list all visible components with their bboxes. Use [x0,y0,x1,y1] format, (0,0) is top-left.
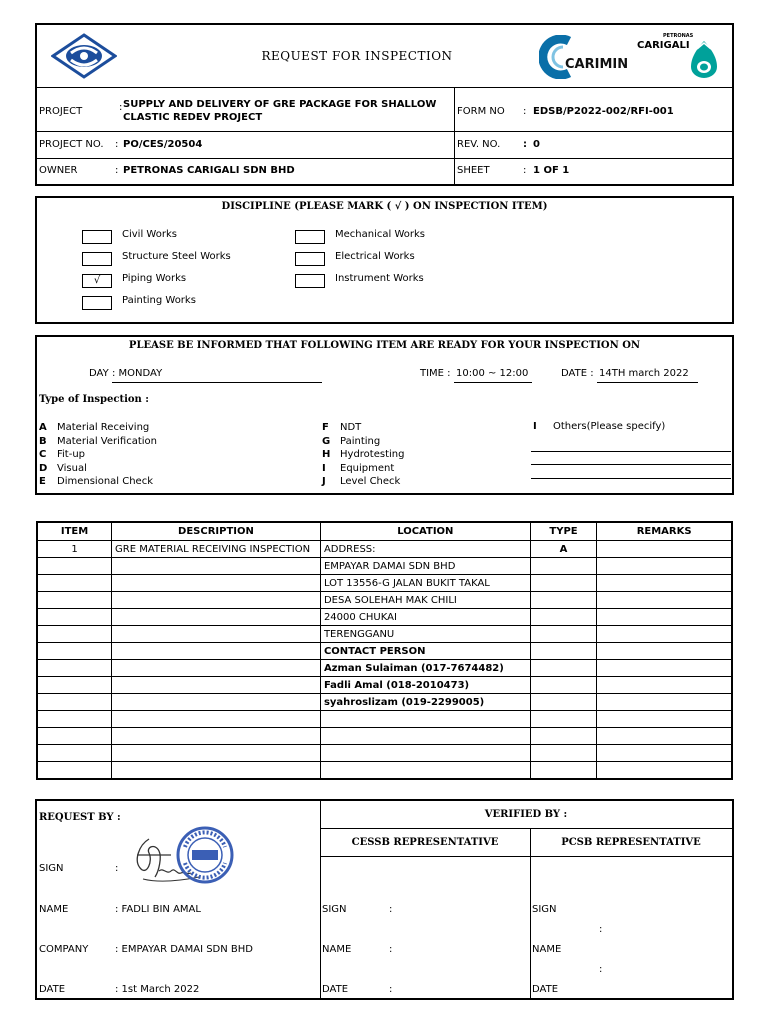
type-cell[interactable] [530,558,597,575]
type-cell[interactable] [530,694,597,711]
type-item-b: B Material Verification [39,435,157,447]
piping-works-checkbox[interactable]: √ [82,274,112,288]
civil-works-label: Civil Works [122,229,177,240]
item-cell[interactable] [37,592,112,609]
request-by-label: REQUEST BY : [39,812,121,823]
table-row [37,728,732,745]
owner-value: PETRONAS CARIGALI SDN BHD [123,165,295,176]
item-cell[interactable] [37,711,112,728]
description-cell[interactable] [112,728,321,745]
description-cell[interactable] [112,575,321,592]
cessb-date-label: DATE [322,984,349,995]
cessb-representative-header: CESSB REPRESENTATIVE [351,837,499,848]
type-cell[interactable]: A [530,541,597,558]
table-row [37,541,732,558]
description-cell[interactable] [112,745,321,762]
type-of-inspection-title: Type of Inspection : [39,394,149,405]
electrical-works-label: Electrical Works [335,251,415,262]
inspection-items-table [36,521,733,780]
colon: : [389,944,393,955]
location-cell[interactable]: CONTACT PERSON [320,643,530,660]
type-column-header: TYPE [530,522,597,541]
type-item-d: D Visual [39,462,87,474]
table-row [37,694,732,711]
date-label: DATE : [561,368,594,379]
painting-works-checkbox[interactable] [82,296,112,310]
others-line[interactable] [531,464,731,465]
type-item-h: H Hydrotesting [322,449,405,460]
form-no-value: EDSB/P2022-002/RFI-001 [533,106,674,117]
description-cell[interactable] [112,677,321,694]
location-cell[interactable]: EMPAYAR DAMAI SDN BHD [320,558,530,575]
project-no-value: PO/CES/20504 [123,139,203,150]
description-cell[interactable] [112,626,321,643]
request-sign-label: SIGN [39,863,64,874]
table-row [37,643,732,660]
colon: : [523,106,527,117]
location-cell[interactable] [320,711,530,728]
schedule-box [35,335,734,495]
request-date-label: DATE [39,984,66,995]
item-cell[interactable] [37,609,112,626]
location-cell[interactable]: syahroslizam (019-2299005) [320,694,530,711]
table-row [37,745,732,762]
table-row [37,575,732,592]
pcsb-representative-header: PCSB REPRESENTATIVE [561,837,701,848]
type-item-e: E Dimensional Check [39,476,154,487]
owner-label: OWNER [39,165,78,176]
type-cell[interactable] [530,575,597,592]
item-cell[interactable] [37,626,112,643]
carimin-logo [539,35,629,79]
type-cell[interactable] [530,592,597,609]
sheet-label: SHEET [457,165,490,176]
colon: : [389,984,393,995]
type-cell[interactable] [530,643,597,660]
item-cell[interactable] [37,728,112,745]
pcsb-date-label: DATE [532,984,559,995]
item-cell[interactable] [37,745,112,762]
project-no-label: PROJECT NO. [39,139,104,150]
item-cell[interactable] [37,762,112,780]
discipline-box [35,196,734,324]
description-cell[interactable] [112,660,321,677]
painting-works-label: Painting Works [122,295,196,306]
project-value-line1: SUPPLY AND DELIVERY OF GRE PACKAGE FOR SHALLOW [123,99,437,110]
description-cell[interactable] [112,558,321,575]
remarks-cell[interactable] [597,575,732,592]
electrical-works-checkbox[interactable] [295,252,325,266]
location-column-header: LOCATION [320,522,530,541]
description-cell[interactable] [112,592,321,609]
sheet-value: 1 OF 1 [533,165,570,176]
rev-no-label: REV. NO. [457,139,501,150]
pcsb-sign-label: SIGN [532,904,557,915]
colon: : [115,165,119,176]
location-cell[interactable]: TERENGGANU [320,626,530,643]
remarks-cell[interactable] [597,592,732,609]
type-cell[interactable] [530,745,597,762]
project-label: PROJECT [39,106,83,117]
table-row [37,762,732,780]
remarks-cell[interactable] [597,677,732,694]
instrument-works-label: Instrument Works [335,273,424,284]
remarks-cell[interactable] [597,694,732,711]
remarks-cell[interactable] [597,745,732,762]
remarks-cell[interactable] [597,541,732,558]
header-box [35,23,734,186]
table-row [37,592,732,609]
item-cell[interactable] [37,575,112,592]
location-cell[interactable]: DESA SOLEHAH MAK CHILI [320,592,530,609]
mechanical-works-label: Mechanical Works [335,229,425,240]
petronas-small-text: PETRONAS [663,33,694,39]
time-value: 10:00 ~ 12:00 [456,368,529,379]
mechanical-works-checkbox[interactable] [295,230,325,244]
location-cell[interactable] [320,745,530,762]
remarks-cell[interactable] [597,762,732,780]
pcsb-name-label: NAME [532,944,562,955]
structure-steel-works-checkbox[interactable] [82,252,112,266]
item-cell[interactable] [37,694,112,711]
company-logo-icon [51,33,117,79]
type-item-i: I Equipment [322,462,395,474]
table-row [37,677,732,694]
instrument-works-checkbox[interactable] [295,274,325,288]
form-no-label: FORM NO [457,106,505,117]
description-column-header: DESCRIPTION [112,522,321,541]
remarks-cell[interactable] [597,609,732,626]
table-header-row [37,522,732,541]
carigali-text: CARIGALI [637,40,690,51]
request-company-value: : EMPAYAR DAMAI SDN BHD [115,944,253,955]
location-cell[interactable]: 24000 CHUKAI [320,609,530,626]
location-cell[interactable]: Fadli Amal (018-2010473) [320,677,530,694]
type-item-others: I Others(Please specify) [533,421,666,432]
type-list-col2 [322,421,404,489]
remarks-column-header: REMARKS [597,522,732,541]
request-name-value: : FADLI BIN AMAL [115,904,201,915]
description-cell[interactable] [112,711,321,728]
colon: : [115,139,119,150]
description-cell[interactable]: GRE MATERIAL RECEIVING INSPECTION [112,541,321,558]
location-cell[interactable] [320,762,530,780]
cessb-name-label: NAME [322,944,352,955]
type-item-f: F NDT [322,422,362,433]
others-line[interactable] [531,451,731,452]
type-item-j: J Level Check [322,476,401,487]
remarks-cell[interactable] [597,660,732,677]
remarks-cell[interactable] [597,728,732,745]
day-label: DAY [89,368,109,379]
page-title: REQUEST FOR INSPECTION [261,49,453,63]
remarks-cell[interactable] [597,626,732,643]
item-cell[interactable] [37,677,112,694]
others-line[interactable] [531,478,731,479]
piping-works-label: Piping Works [122,273,187,284]
remarks-cell[interactable] [597,558,732,575]
type-item-a: A Material Receiving [39,422,150,433]
item-cell[interactable] [37,558,112,575]
description-cell[interactable] [112,694,321,711]
colon: : [115,863,119,874]
colon: : [523,165,527,176]
table-row [37,558,732,575]
petronas-carigali-logo [633,29,733,83]
type-cell[interactable] [530,762,597,780]
remarks-cell[interactable] [597,643,732,660]
description-cell[interactable] [112,643,321,660]
type-cell[interactable] [530,626,597,643]
colon: : [599,964,603,975]
type-cell[interactable] [530,728,597,745]
colon: : [119,102,123,113]
date-value: 14TH march 2022 [599,368,689,379]
carimin-logo-text: CARIMIN [565,57,629,72]
table-row [37,660,732,677]
location-cell[interactable]: LOT 13556-G JALAN BUKIT TAKAL [320,575,530,592]
project-value-line2: CLASTIC REDEV PROJECT [123,112,263,123]
colon: : [599,924,603,935]
type-item-g: G Painting [322,435,381,447]
colon: : [523,139,527,150]
signoff-box [35,799,734,1000]
type-item-c: C Fit-up [39,449,86,460]
request-company-label: COMPANY [39,944,89,955]
table-row [37,711,732,728]
petronas-emblem-icon [687,39,721,79]
type-cell[interactable] [530,677,597,694]
item-cell[interactable]: 1 [37,541,112,558]
table-row [37,609,732,626]
request-date-value: : 1st March 2022 [115,984,200,995]
location-cell[interactable] [320,728,530,745]
day-value: : MONDAY [112,368,163,379]
description-cell[interactable] [112,762,321,780]
location-cell[interactable]: ADDRESS: [320,541,530,558]
description-cell[interactable] [112,609,321,626]
request-name-label: NAME [39,904,69,915]
item-cell[interactable] [37,660,112,677]
time-label: TIME : [420,368,451,379]
type-cell[interactable] [530,711,597,728]
cessb-sign-label: SIGN [322,904,347,915]
civil-works-checkbox[interactable] [82,230,112,244]
type-cell[interactable] [530,660,597,677]
structure-steel-works-label: Structure Steel Works [122,251,231,262]
schedule-title: PLEASE BE INFORMED THAT FOLLOWING ITEM ARE READY FOR YOUR INSPECTION ON [128,340,641,351]
company-stamp [175,825,235,885]
type-cell[interactable] [530,609,597,626]
type-list-col1 [39,421,157,489]
remarks-cell[interactable] [597,711,732,728]
location-cell[interactable]: Azman Sulaiman (017-7674482) [320,660,530,677]
table-row [37,626,732,643]
discipline-title: DISCIPLINE (PLEASE MARK ( √ ) ON INSPECTION ITEM) [221,201,548,212]
verified-by-label: VERIFIED BY : [484,809,568,820]
colon: : [389,904,393,915]
item-cell[interactable] [37,643,112,660]
item-column-header: ITEM [37,522,112,541]
rev-no-value: 0 [533,139,540,150]
